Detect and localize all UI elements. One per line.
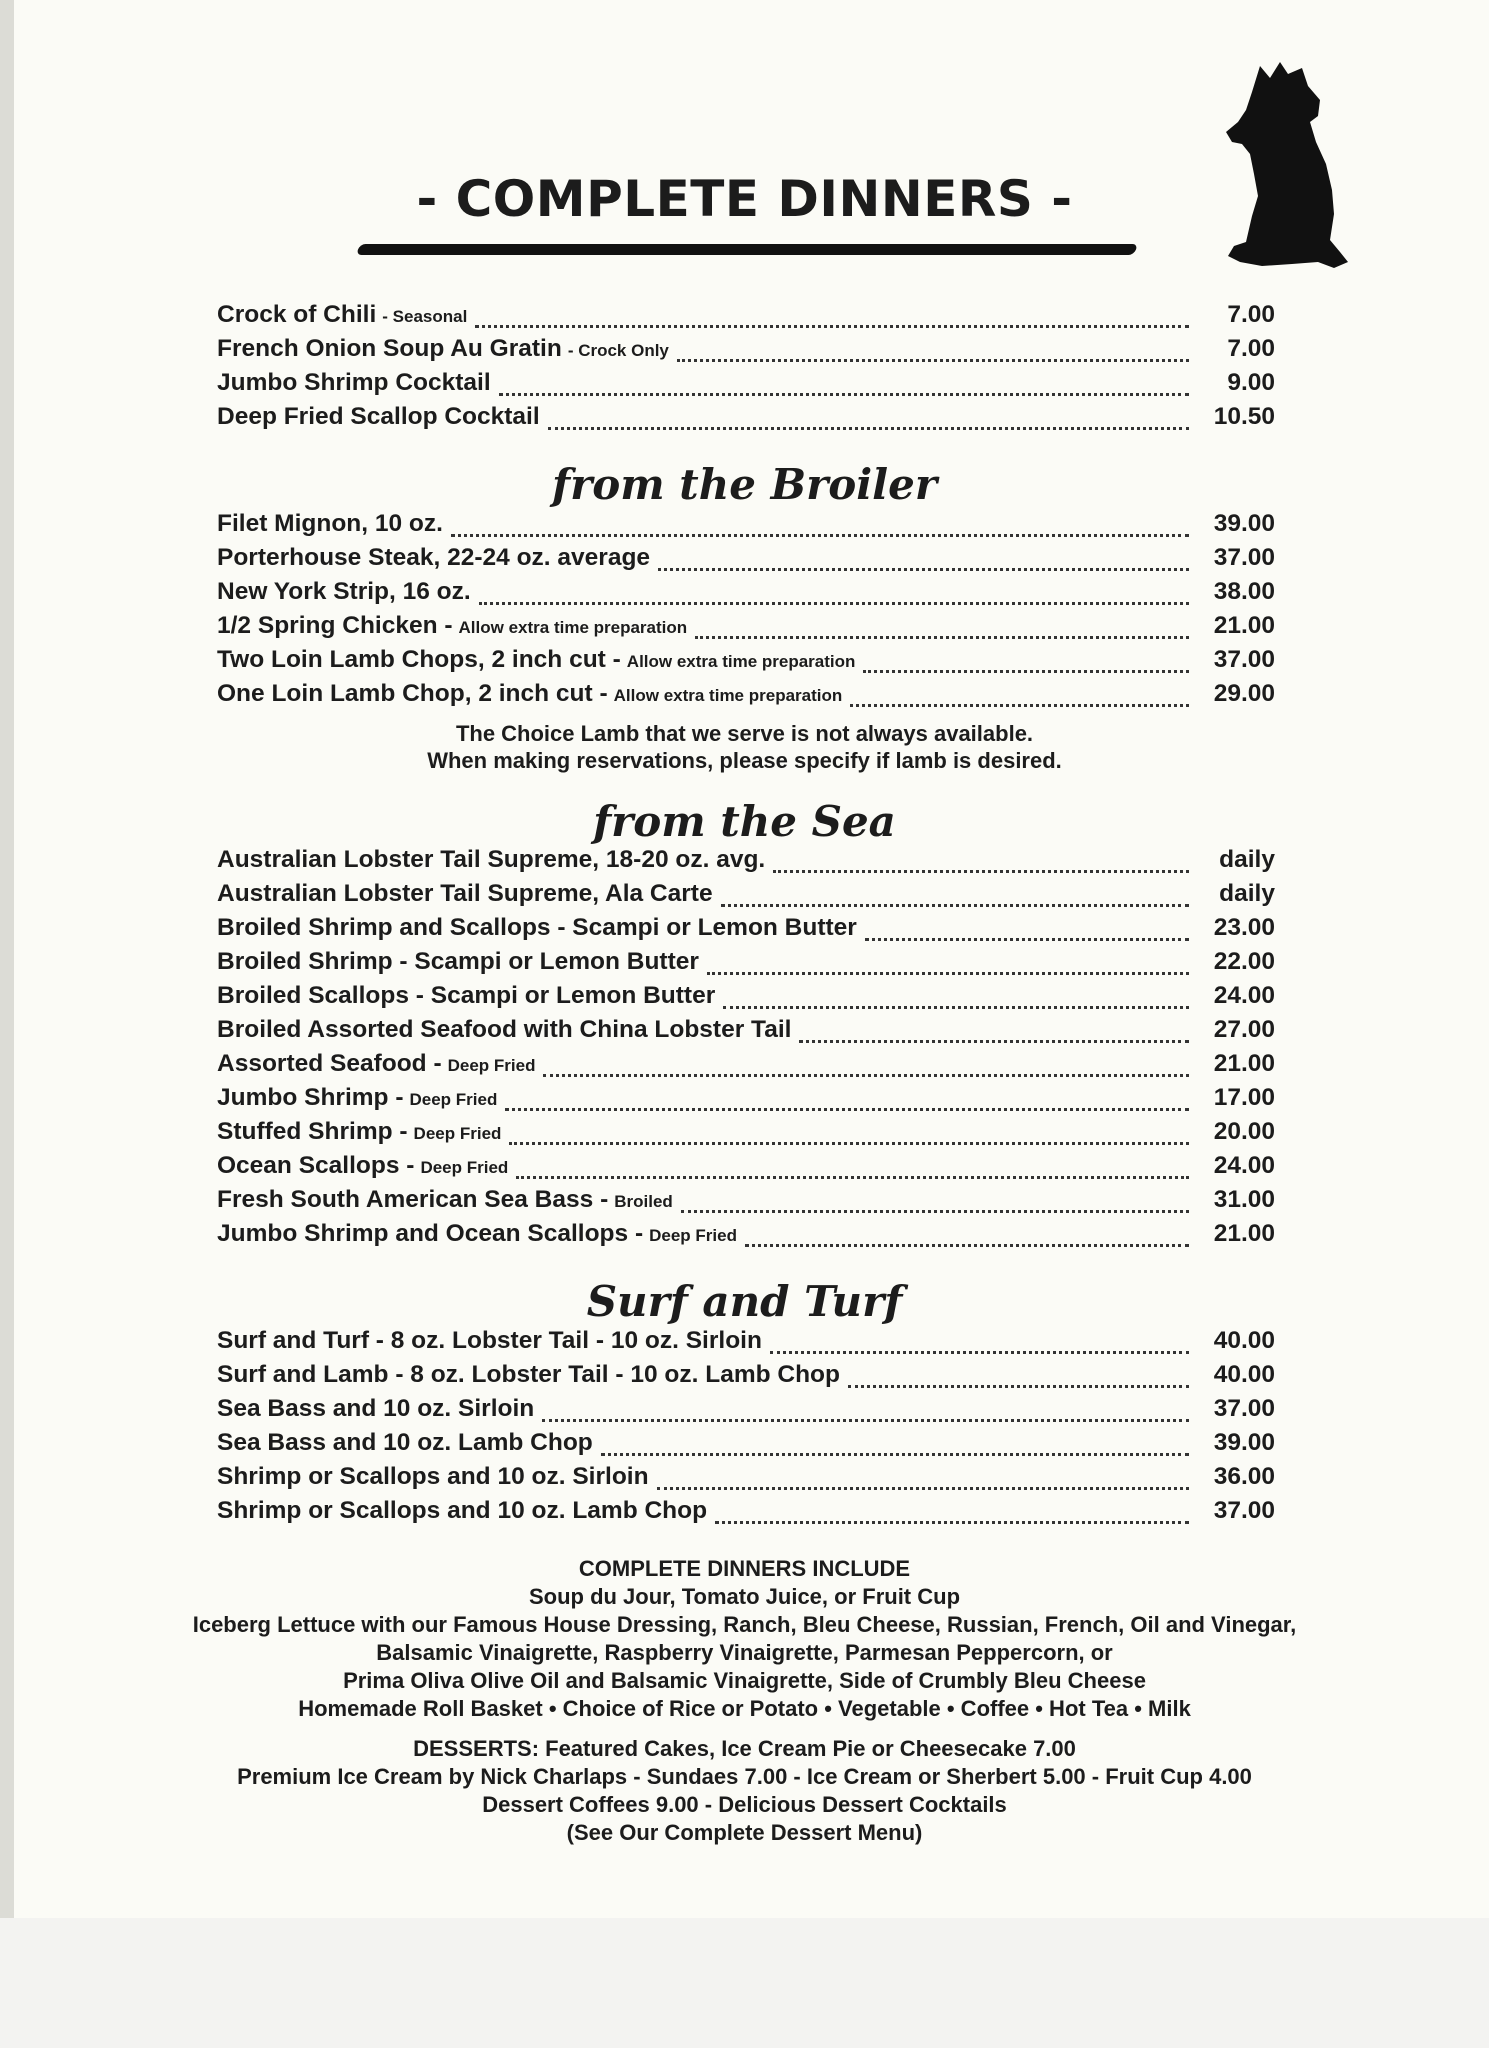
menu-item-name: Shrimp or Scallops and 10 oz. Lamb Chop [217, 1497, 708, 1524]
dot-leader [657, 1487, 1189, 1490]
menu-item-price: 37.00 [1213, 544, 1275, 571]
menu-item-price: 9.00 [1227, 369, 1275, 396]
menu-item-name: Crock of Chili [217, 301, 377, 328]
section-title-sea: from the Sea [593, 797, 896, 846]
page-title: - COMPLETE DINNERS - [416, 170, 1073, 228]
menu-item-name: Shrimp or Scallops and 10 oz. Sirloin [217, 1463, 649, 1490]
menu-item [217, 1016, 1275, 1050]
menu-item [217, 612, 1275, 646]
dot-leader [865, 938, 1189, 941]
menu-item-note: - Crock Only [567, 341, 669, 360]
menu-item-price: 7.00 [1227, 335, 1275, 362]
dot-leader [848, 1385, 1189, 1388]
menu-item [217, 1084, 1275, 1118]
menu-item [217, 1429, 1275, 1463]
menu-item [217, 1050, 1275, 1084]
menu-item [217, 1463, 1275, 1497]
menu-item-price: 29.00 [1213, 680, 1275, 707]
menu-item [217, 982, 1275, 1016]
menu-item-name: Assorted Seafood - [217, 1050, 442, 1077]
starters-list [217, 301, 1275, 437]
dot-leader [499, 393, 1189, 396]
menu-item [217, 846, 1275, 880]
includes-line: Homemade Roll Basket • Choice of Rice or Potato • Vegetable • Coffee • Hot Tea • Milk [298, 1696, 1191, 1721]
menu-item-note: Allow extra time preparation [458, 618, 688, 637]
menu-item-price: 40.00 [1213, 1361, 1275, 1388]
dot-leader [548, 427, 1189, 430]
section-title-surf: Surf and Turf [586, 1277, 903, 1326]
menu-item-price: 20.00 [1213, 1118, 1275, 1145]
menu-item-name: New York Strip, 16 oz. [217, 578, 471, 605]
menu-item [217, 1118, 1275, 1152]
menu-item-price: 21.00 [1213, 612, 1275, 639]
menu-item [217, 1186, 1275, 1220]
menu-item-price: 31.00 [1213, 1186, 1275, 1213]
includes-line: Soup du Jour, Tomato Juice, or Fruit Cup [528, 1584, 961, 1609]
dot-leader [850, 704, 1189, 707]
dot-leader [451, 534, 1189, 537]
menu-item-price: 21.00 [1213, 1220, 1275, 1247]
menu-item [217, 880, 1275, 914]
menu-item-price: 37.00 [1213, 646, 1275, 673]
dot-leader [799, 1040, 1189, 1043]
dot-leader [695, 636, 1189, 639]
menu-item-price: daily [1219, 846, 1275, 873]
menu-item [217, 914, 1275, 948]
menu-item [217, 1497, 1275, 1531]
menu-item [217, 510, 1275, 544]
menu-item-name: Surf and Lamb - 8 oz. Lobster Tail - 10 oz. Lamb Chop [217, 1361, 840, 1388]
menu-item-name: One Loin Lamb Chop, 2 inch cut - [217, 680, 608, 707]
dot-leader [542, 1419, 1189, 1422]
menu-item-name: Australian Lobster Tail Supreme, 18-20 oz. avg. [217, 846, 766, 873]
menu-item [217, 1395, 1275, 1429]
menu-item-price: 24.00 [1213, 982, 1275, 1009]
menu-item-name: Broiled Scallops - Scampi or Lemon Butter [217, 982, 716, 1009]
menu-item-note: Allow extra time preparation [613, 686, 843, 705]
menu-item-price: 40.00 [1213, 1327, 1275, 1354]
menu-item [217, 1327, 1275, 1361]
menu-item [217, 1361, 1275, 1395]
menu-item-note: Broiled [614, 1192, 673, 1211]
menu-item-name: Sea Bass and 10 oz. Sirloin [217, 1395, 535, 1422]
menu-item-price: 38.00 [1213, 578, 1275, 605]
menu-item-name: Broiled Assorted Seafood with China Lobster Tail [217, 1016, 792, 1043]
dot-leader [677, 359, 1189, 362]
menu-item [217, 1220, 1275, 1254]
menu-item-price: daily [1219, 880, 1275, 907]
sea-list [217, 846, 1275, 1254]
menu-item-name: Stuffed Shrimp - [217, 1118, 408, 1145]
menu-item-name: Jumbo Shrimp and Ocean Scallops - [217, 1220, 644, 1247]
menu-item-name: Fresh South American Sea Bass - [217, 1186, 609, 1213]
desserts-line: DESSERTS: Featured Cakes, Ice Cream Pie or Cheesecake 7.00 [413, 1736, 1076, 1761]
menu-item-name: 1/2 Spring Chicken - [217, 612, 453, 639]
dot-leader [715, 1521, 1189, 1524]
dot-leader [475, 325, 1189, 328]
menu-item-name: Sea Bass and 10 oz. Lamb Chop [217, 1429, 593, 1456]
lamb-note-line1: The Choice Lamb that we serve is not always available. [455, 721, 1034, 746]
menu-item-name: Two Loin Lamb Chops, 2 inch cut - [217, 646, 621, 673]
dot-leader [509, 1142, 1189, 1145]
dot-leader [601, 1453, 1189, 1456]
menu-item-name: Porterhouse Steak, 22-24 oz. average [217, 544, 651, 571]
menu-item [217, 301, 1275, 335]
menu-item [217, 335, 1275, 369]
broiler-list [217, 510, 1275, 714]
menu-item-name: French Onion Soup Au Gratin [217, 335, 562, 362]
menu-item-price: 10.50 [1213, 403, 1275, 430]
menu-item-price: 24.00 [1213, 1152, 1275, 1179]
desserts-block [0, 1735, 1489, 1847]
menu-item [217, 646, 1275, 680]
menu-item [217, 948, 1275, 982]
menu-item-price: 37.00 [1213, 1497, 1275, 1524]
menu-item-price: 36.00 [1213, 1463, 1275, 1490]
menu-item-name: Deep Fried Scallop Cocktail [217, 403, 540, 430]
menu-item [217, 680, 1275, 714]
dot-leader [770, 1351, 1189, 1354]
menu-item-price: 37.00 [1213, 1395, 1275, 1422]
section-title-broiler: from the Broiler [552, 460, 937, 509]
dot-leader [681, 1210, 1189, 1213]
menu-item-note: Deep Fried [420, 1158, 509, 1177]
menu-item-name: Jumbo Shrimp - [217, 1084, 404, 1111]
scottie-dog-icon [1222, 56, 1350, 278]
includes-heading: COMPLETE DINNERS INCLUDE [578, 1556, 911, 1581]
lamb-note-line2: When making reservations, please specify if lamb is desired. [427, 748, 1062, 773]
menu-item-note: Deep Fried [649, 1226, 737, 1245]
menu-item-name: Filet Mignon, 10 oz. [217, 510, 443, 537]
dot-leader [745, 1244, 1189, 1247]
dot-leader [479, 602, 1189, 605]
includes-block [0, 1555, 1489, 1723]
dot-leader [863, 670, 1189, 673]
desserts-line: (See Our Complete Dessert Menu) [566, 1820, 923, 1845]
menu-item [217, 578, 1275, 612]
title-underline [356, 244, 1138, 255]
menu-item-name: Jumbo Shrimp Cocktail [217, 369, 491, 396]
desserts-line: Premium Ice Cream by Nick Charlaps - Sundaes 7.00 - Ice Cream or Sherbert 5.00 - Fruit Cup 4.00 [237, 1764, 1252, 1789]
scan-margin [0, 1918, 1489, 2048]
dot-leader [543, 1074, 1189, 1077]
menu-item-price: 17.00 [1213, 1084, 1275, 1111]
menu-item-name: Broiled Shrimp and Scallops - Scampi or Lemon Butter [217, 914, 857, 941]
surf-list [217, 1327, 1275, 1531]
menu-item [217, 369, 1275, 403]
dot-leader [721, 904, 1189, 907]
dot-leader [707, 972, 1189, 975]
menu-item-name: Ocean Scallops - [217, 1152, 415, 1179]
lamb-note [0, 720, 1489, 774]
menu-item-name: Australian Lobster Tail Supreme, Ala Carte [217, 880, 713, 907]
menu-item [217, 1152, 1275, 1186]
menu-item-name: Broiled Shrimp - Scampi or Lemon Butter [217, 948, 699, 975]
menu-item-price: 7.00 [1227, 301, 1275, 328]
menu-item-note: Deep Fried [447, 1056, 536, 1075]
menu-item-name: Surf and Turf - 8 oz. Lobster Tail - 10 oz. Sirloin [217, 1327, 762, 1354]
dot-leader [516, 1176, 1189, 1179]
includes-line: Iceberg Lettuce with our Famous House Dressing, Ranch, Bleu Cheese, Russian, French, Oil and Vinegar, [192, 1612, 1297, 1637]
menu-item-price: 39.00 [1213, 510, 1275, 537]
menu-item [217, 544, 1275, 578]
desserts-line: Dessert Coffees 9.00 - Delicious Dessert Cocktails [482, 1792, 1007, 1817]
dot-leader [505, 1108, 1189, 1111]
includes-line: Balsamic Vinaigrette, Raspberry Vinaigrette, Parmesan Peppercorn, or [376, 1640, 1113, 1665]
dot-leader [773, 870, 1189, 873]
menu-item [217, 403, 1275, 437]
includes-line: Prima Oliva Olive Oil and Balsamic Vinaigrette, Side of Crumbly Bleu Cheese [343, 1668, 1146, 1693]
menu-item-note: Deep Fried [413, 1124, 502, 1143]
menu-item-price: 21.00 [1213, 1050, 1275, 1077]
menu-item-price: 23.00 [1213, 914, 1275, 941]
menu-item-price: 22.00 [1213, 948, 1275, 975]
menu-item-note: - Seasonal [382, 307, 468, 326]
dot-leader [723, 1006, 1189, 1009]
menu-item-price: 39.00 [1213, 1429, 1275, 1456]
menu-item-note: Deep Fried [409, 1090, 498, 1109]
dot-leader [658, 568, 1189, 571]
menu-item-note: Allow extra time preparation [626, 652, 856, 671]
menu-item-price: 27.00 [1213, 1016, 1275, 1043]
